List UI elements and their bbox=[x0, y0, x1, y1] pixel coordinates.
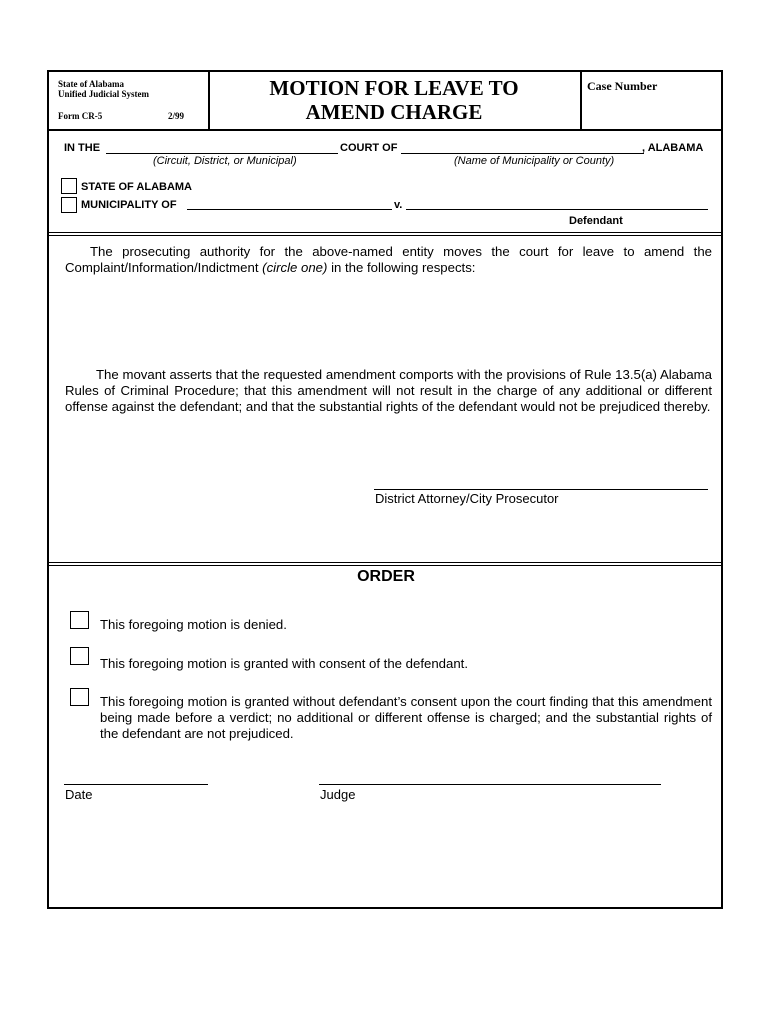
municipality-hint: (Name of Municipality or County) bbox=[454, 155, 615, 167]
court-of-label: COURT OF bbox=[340, 142, 398, 154]
header-divider bbox=[49, 129, 723, 131]
date-line[interactable] bbox=[64, 772, 208, 785]
section-divider-2 bbox=[49, 562, 723, 566]
case-number-cell[interactable] bbox=[580, 72, 725, 129]
judge-signature-line[interactable] bbox=[319, 772, 661, 785]
judge-label: Judge bbox=[320, 787, 356, 802]
defendant-label: Defendant bbox=[569, 215, 623, 227]
municipality-checkbox[interactable] bbox=[61, 197, 77, 213]
judicial-system: Unified Judicial System bbox=[58, 89, 150, 99]
case-number-label: Case Number bbox=[587, 79, 658, 93]
circle-one-note: (circle one) bbox=[262, 260, 328, 275]
defendant-name-field[interactable] bbox=[406, 197, 708, 210]
in-the-label: IN THE bbox=[64, 142, 101, 154]
granted-no-consent-option-text: This foregoing motion is granted without defendant’s consent upon the court finding that this amendment being made before a verdict; no additional or different offense is charged; and the substantial rights of the defendant are not prejudiced. bbox=[100, 694, 712, 741]
municipality-county-field[interactable] bbox=[401, 140, 644, 154]
motion-paragraph-1: The prosecuting authority for the above-named entity moves the court for leave to amend the Complaint/Information/Indictment (circle one) in the following respects: bbox=[65, 244, 712, 275]
section-divider-1 bbox=[49, 232, 723, 236]
granted-consent-checkbox[interactable] bbox=[70, 647, 89, 665]
form-number: Form CR-5 bbox=[58, 111, 103, 121]
municipality-option-label: MUNICIPALITY OF bbox=[81, 199, 177, 211]
title-line-2: AMEND CHARGE bbox=[305, 100, 483, 124]
state-option-label: STATE OF ALABAMA bbox=[81, 181, 193, 193]
order-title: ORDER bbox=[357, 568, 415, 585]
denied-option-text: This foregoing motion is denied. bbox=[100, 617, 287, 632]
date-label: Date bbox=[65, 787, 93, 802]
prosecutor-signature-line[interactable] bbox=[374, 477, 708, 490]
alabama-label: , ALABAMA bbox=[642, 142, 704, 154]
state-checkbox[interactable] bbox=[61, 178, 77, 194]
granted-consent-option-text: This foregoing motion is granted with consent of the defendant. bbox=[100, 656, 469, 671]
court-type-field[interactable] bbox=[106, 140, 338, 154]
versus-label: v. bbox=[394, 199, 403, 211]
court-form bbox=[47, 70, 723, 909]
municipality-name-field[interactable] bbox=[187, 197, 392, 210]
form-info-cell bbox=[49, 72, 210, 129]
denied-checkbox[interactable] bbox=[70, 611, 89, 629]
state-name: State of Alabama bbox=[58, 79, 124, 89]
form-title bbox=[210, 76, 578, 124]
revision-date: 2/99 bbox=[168, 111, 185, 121]
motion-paragraph-2: The movant asserts that the requested amendment comports with the provisions of Rule 13.5(a) Alabama Rules of Criminal Procedure; that this amendment will not result in the charge of any additional or different offense against the defendant; and that the substantial rights of the defendant would not be prejudiced thereby. bbox=[65, 367, 712, 414]
granted-no-consent-checkbox[interactable] bbox=[70, 688, 89, 706]
title-line-1: MOTION FOR LEAVE TO bbox=[269, 76, 519, 100]
court-type-hint: (Circuit, District, or Municipal) bbox=[153, 155, 297, 167]
prosecutor-signature-label: District Attorney/City Prosecutor bbox=[375, 491, 559, 506]
